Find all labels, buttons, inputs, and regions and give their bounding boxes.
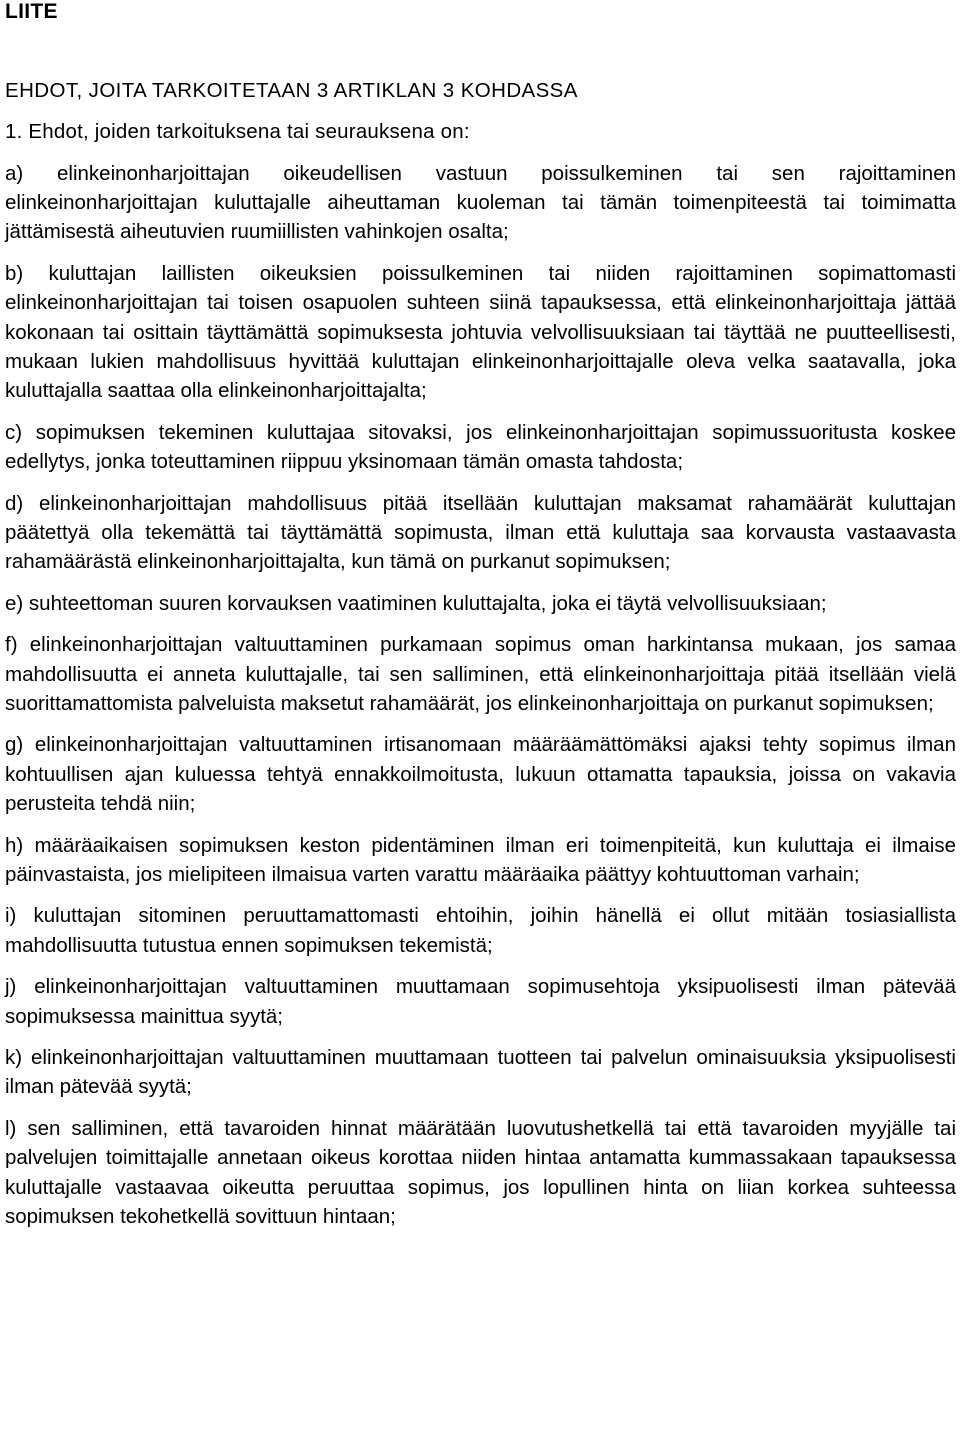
clause-h: h) määräaikaisen sopimuksen keston pidentäminen ilman eri toimenpiteitä, kun kuluttaja ei ilmaise päinvastaista, jos mielipiteen ilmaisua varten varattu määräaika päättyy kohtuuttoman varhain;	[5, 833, 956, 886]
clause-k: k) elinkeinonharjoittajan valtuuttaminen muuttamaan tuotteen tai palvelun ominaisuuksia yksipuolisesti ilman pätevää syytä;	[5, 1046, 956, 1099]
clause-c: c) sopimuksen tekeminen kuluttajaa sitovaksi, jos elinkeinonharjoittajan sopimussuoritusta koskee edellytys, jonka toteuttaminen riippuu yksinomaan tämän omasta tahdosta;	[5, 420, 956, 473]
annex-heading: LIITE	[5, 0, 58, 23]
clause-d: d) elinkeinonharjoittajan mahdollisuus pitää itsellään kuluttajan maksamat rahamäärät kuluttajan päätettyä olla tekemättä tai täyttämättä sopimusta, ilman että kuluttaja saa korvausta vastaavasta rahamäärästä elinkeinonharjoittajalta, kun tämä on purkanut sopimuksen;	[5, 491, 956, 573]
clause-a: a) elinkeinonharjoittajan oikeudellisen vastuun poissulkeminen tai sen rajoittaminen elinkeinonharjoittajan kuluttajalle aiheuttaman kuoleman tai tämän toimenpiteestä tai toimimatta jättämisestä aiheutuvien ruumiillisten vahinkojen osalta;	[5, 162, 956, 244]
clause-b: b) kuluttajan laillisten oikeuksien poissulkeminen tai niiden rajoittaminen sopimattomasti elinkeinonharjoittajan tai toisen osapuolen suhteen siinä tapauksessa, että elinkeinonharjoittaja jättää kokonaan tai osittain täyttämättä sopimuksesta johtuvia velvollisuuksiaan tai täyttää ne puutteellisesti, mukaan lukien mahdollisuus hyvittää kuluttajan elinkeinonharjoittajalle oleva velka saatavalla, joka kuluttajalla saattaa olla elinkeinonharjoittajalta;	[5, 262, 956, 402]
clause-j: j) elinkeinonharjoittajan valtuuttaminen muuttamaan sopimusehtoja yksipuolisesti ilman pätevää sopimuksessa mainittua syytä;	[5, 975, 956, 1028]
intro-paragraph: 1. Ehdot, joiden tarkoituksena tai seurauksena on:	[5, 120, 470, 143]
clause-i: i) kuluttajan sitominen peruuttamattomasti ehtoihin, joihin hänellä ei ollut mitään tosiasiallista mahdollisuutta tutustua ennen sopimuksen tekemistä;	[5, 904, 956, 957]
clause-g: g) elinkeinonharjoittajan valtuuttaminen irtisanomaan määräämättömäksi ajaksi tehty sopimus ilman kohtuullisen ajan kuluessa tehtyä ennakkoilmoitusta, lukuun ottamatta tapauksia, joissa on vakavia perusteita tehdä niin;	[5, 733, 956, 815]
document-page	[5, 0, 956, 1231]
clause-l: l) sen salliminen, että tavaroiden hinnat määrätään luovutushetkellä tai että tavaroiden myyjälle tai palvelujen toimittajalle annetaan oikeus korottaa niiden hintaa antamatta kummassakaan tapauksessa kuluttajalle vastaavaa oikeutta peruuttaa sopimus, jos lopullinen hinta on liian korkea suhteessa sopimuksen tekohetkellä sovittuun hintaan;	[5, 1117, 956, 1228]
clause-e: e) suhteettoman suuren korvauksen vaatiminen kuluttajalta, joka ei täytä velvollisuuksiaan;	[5, 591, 827, 615]
clause-f: f) elinkeinonharjoittajan valtuuttaminen purkamaan sopimus oman harkintansa mukaan, jos samaa mahdollisuutta ei anneta kuluttajalle, tai sen salliminen, että elinkeinonharjoittaja pitää itsellään vielä suorittamattomista palveluista maksetut rahamäärät, jos elinkeinonharjoittaja on purkanut sopimuksen;	[5, 633, 956, 715]
annex-title: EHDOT, JOITA TARKOITETAAN 3 ARTIKLAN 3 KOHDASSA	[5, 79, 578, 102]
